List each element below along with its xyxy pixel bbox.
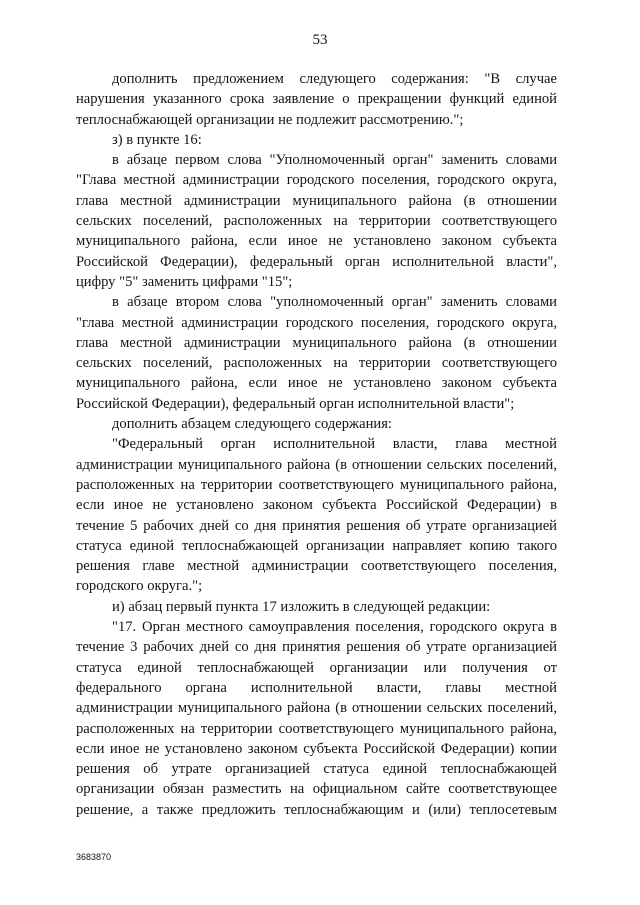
text-line: организации обязан разместить на официальном сайте соответствующее (76, 781, 557, 798)
text-line: статуса единой теплоснабжающей организации или получения от (76, 659, 557, 676)
text-line: течение 5 рабочих дней со дня принятия решения об утрате организацией (76, 517, 557, 534)
text-line: администрации муниципального района (в отношении сельских поселений, (76, 456, 557, 473)
text-line: решения об утрате организацией статуса единой теплоснабжающей (76, 761, 557, 778)
text-line: если иное не установлено законом субъекта Российской Федерации) копии (76, 740, 557, 757)
text-line: муниципального района, если иное не установлено законом субъекта (76, 233, 557, 250)
text-line: глава местной администрации муниципального района (в отношении (76, 334, 557, 351)
text-line: расположенных на территории соответствующего муниципального района, (76, 476, 557, 493)
text-line: решения главе местной администрации соответствующего поселения, (76, 558, 557, 575)
text-line: сельских поселений, расположенных на территории соответствующего (76, 213, 557, 230)
text-line: администрации муниципального района (в отношении сельских поселений, (76, 700, 557, 717)
text-line: расположенных на территории соответствующего муниципального района, (76, 720, 557, 737)
text-line: если иное не установлено законом субъекта Российской Федерации) в (76, 497, 557, 514)
text-line: "17. Орган местного самоуправления поселения, городского округа в (112, 619, 557, 636)
text-line: решение, а также предложить теплоснабжающим и (или) теплосетевым (76, 801, 557, 818)
text-line: Российской Федерации), федеральный орган исполнительной власти"; (76, 395, 515, 412)
text-line: "глава местной администрации городского поселения, городского округа, (76, 314, 557, 331)
text-line: дополнить абзацем следующего содержания: (112, 416, 392, 433)
text-line: з) в пункте 16: (112, 131, 202, 148)
text-line: в абзаце первом слова "Уполномоченный орган" заменить словами (112, 152, 557, 169)
text-line: и) абзац первый пункта 17 изложить в следующей редакции: (112, 598, 491, 615)
text-line: нарушения указанного срока заявление о прекращении функций единой (76, 91, 557, 108)
text-line: сельских поселений, расположенных на территории соответствующего (76, 355, 557, 372)
text-line: глава местной администрации муниципального района (в отношении (76, 192, 557, 209)
text-line: в абзаце втором слова "уполномоченный орган" заменить словами (112, 294, 557, 311)
text-line: дополнить предложением следующего содержания: "В случае (112, 71, 557, 87)
text-line: "Федеральный орган исполнительной власти, глава местной (112, 436, 557, 453)
text-line: Российской Федерации), федеральный орган исполнительной власти", (76, 253, 557, 270)
text-line: статуса единой теплоснабжающей организации направляет копию такого (76, 537, 557, 554)
text-line: городского округа."; (76, 578, 203, 595)
document-body (76, 69, 557, 820)
text-line: теплоснабжающей организации не подлежит рассмотрению."; (76, 111, 464, 128)
page-number: 53 (312, 32, 328, 48)
text-line: цифру "5" заменить цифрами "15"; (76, 273, 293, 290)
text-line: федерального органа исполнительной власти, главы местной (76, 679, 557, 696)
text-line: течение 3 рабочих дней со дня принятия решения об утрате организацией (76, 639, 557, 656)
text-line: "Глава местной администрации городского поселения, городского округа, (76, 172, 557, 189)
text-line: муниципального района, если иное не установлено законом субъекта (76, 375, 557, 392)
document-code: 3683870 (76, 852, 112, 862)
